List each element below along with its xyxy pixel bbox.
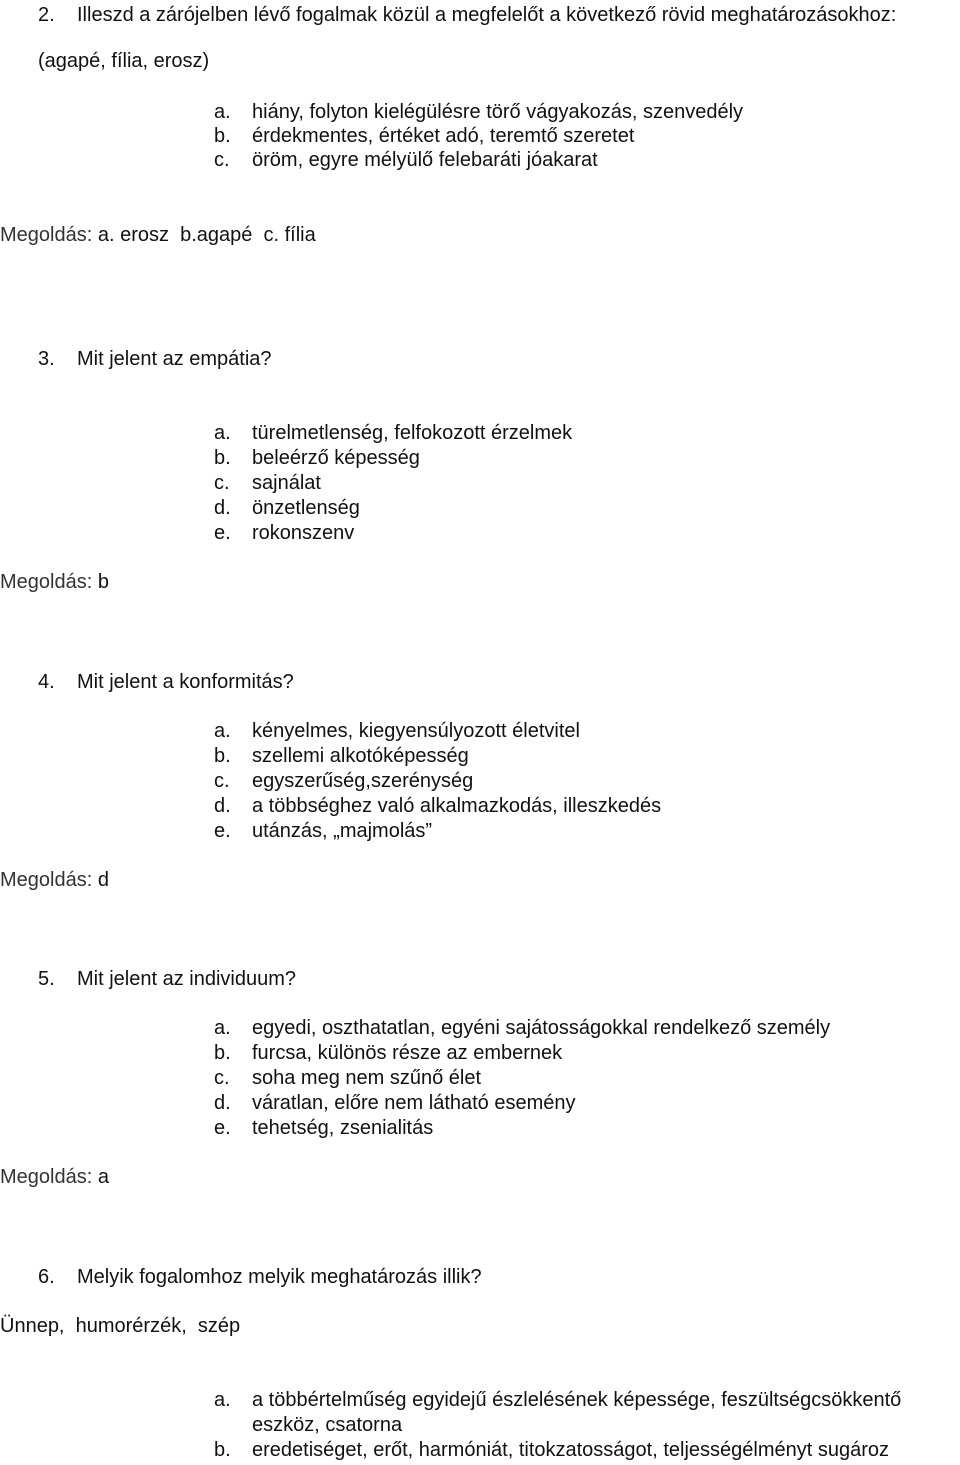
option-letter: e. [214,522,231,544]
option-letter: e. [214,820,231,842]
question-2-number: 2. [38,4,55,26]
option-text-continuation: eszköz, csatorna [252,1414,403,1436]
question-3-number: 3. [38,348,55,370]
question-6-text: Melyik fogalomhoz melyik meghatározás illik? [77,1266,482,1288]
option-letter: c. [214,149,230,171]
option-text: egyedi, oszthatatlan, egyéni sajátosságokkal rendelkező személy [252,1017,831,1039]
solution-value: a. erosz b.agapé c. fília [97,224,316,246]
option-text: a többséghez való alkalmazkodás, illeszkedés [252,795,662,817]
option-text: szellemi alkotóképesség [252,745,469,767]
option-letter: c. [214,472,230,494]
solution-label: Megoldás: [0,1166,93,1188]
option-letter: d. [214,497,231,519]
solution [0,570,109,594]
option-letter: a. [214,101,231,123]
solution [0,1165,109,1189]
option-letter: a. [214,1389,231,1411]
option-text: váratlan, előre nem látható esemény [252,1092,576,1114]
option-letter: b. [214,745,231,767]
option-text: öröm, egyre mélyülő felebaráti jóakarat [252,149,598,171]
option-letter: c. [214,770,230,792]
option-text: egyszerűség,szerénység [252,770,474,792]
option-text: utánzás, „majmolás” [252,820,433,842]
option-text: türelmetlenség, felfokozott érzelmek [252,422,573,444]
option-letter: a. [214,720,231,742]
question-4-text: Mit jelent a konformitás? [77,671,294,693]
solution-label: Megoldás: [0,571,93,593]
option-text: rokonszenv [252,522,355,544]
option-letter: c. [214,1067,230,1089]
option-text: soha meg nem szűnő élet [252,1067,482,1089]
question-6-terms: Ünnep, humorérzék, szép [0,1315,241,1337]
option-letter: b. [214,1042,231,1064]
option-text: sajnálat [252,472,321,494]
option-text: eredetiséget, erőt, harmóniát, titokzatosságot, teljességélményt sugároz [252,1439,890,1461]
solution-label: Megoldás: [0,224,93,246]
question-5-number: 5. [38,968,55,990]
question-3-text: Mit jelent az empátia? [77,348,272,370]
question-2-text: Illeszd a zárójelben lévő fogalmak közül a megfelelőt a következő rövid meghatározásokhoz: [77,4,897,26]
option-letter: b. [214,447,231,469]
question-5-text: Mit jelent az individuum? [77,968,296,990]
question-4-number: 4. [38,671,55,693]
option-letter: e. [214,1117,231,1139]
solution-value: a [97,1166,109,1188]
option-letter: a. [214,1017,231,1039]
solution-value: b [97,571,109,593]
option-text: hiány, folyton kielégülésre törő vágyakozás, szenvedély [252,101,744,123]
option-text: furcsa, különös része az embernek [252,1042,563,1064]
question-2-terms: (agapé, fília, erosz) [38,50,210,72]
solution-value: d [97,869,109,891]
option-letter: b. [214,125,231,147]
option-text: beleérző képesség [252,447,420,469]
solution [0,868,109,892]
question-6-number: 6. [38,1266,55,1288]
option-text: a többértelműség egyidejű észlelésének képessége, feszültségcsökkentő [252,1389,902,1411]
option-letter: d. [214,1092,231,1114]
solution [0,223,316,247]
option-text: tehetség, zsenialitás [252,1117,434,1139]
solution-label: Megoldás: [0,869,93,891]
option-letter: a. [214,422,231,444]
option-text: kényelmes, kiegyensúlyozott életvitel [252,720,580,742]
option-text: érdekmentes, értéket adó, teremtő szeretet [252,125,635,147]
option-letter: d. [214,795,231,817]
option-text: önzetlenség [252,497,360,519]
option-letter: b. [214,1439,231,1461]
